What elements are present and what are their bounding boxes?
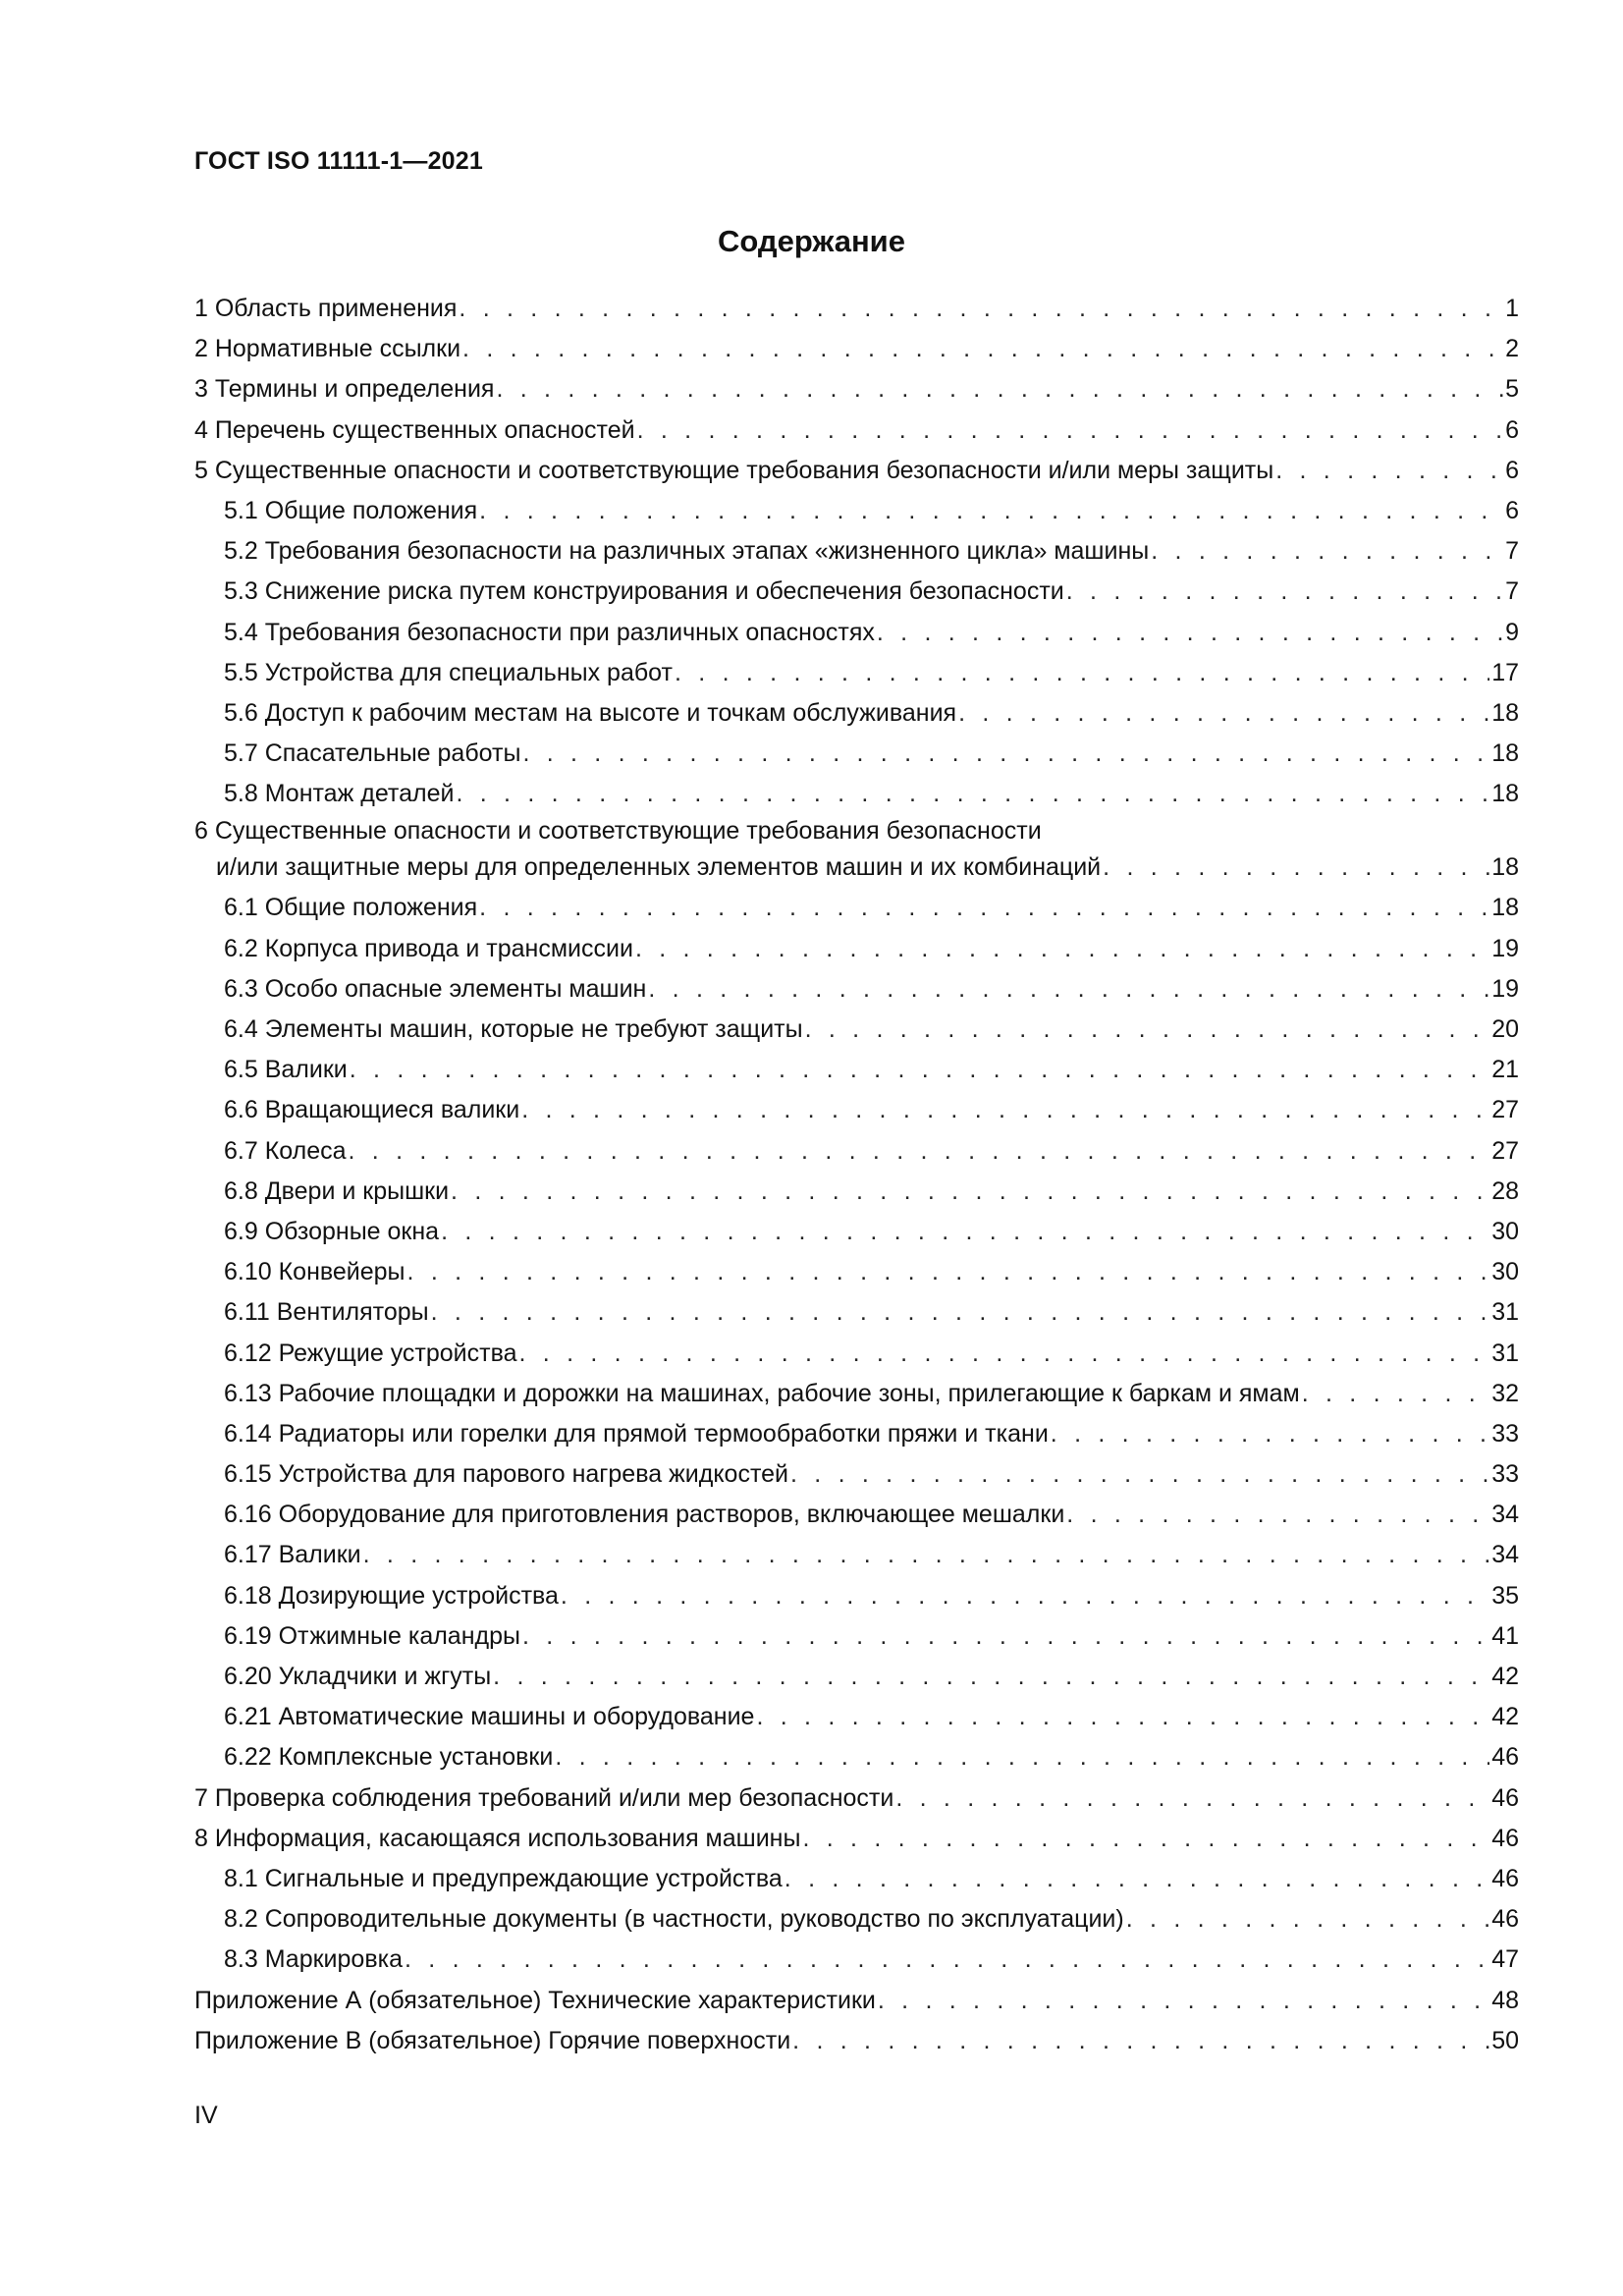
toc-entry[interactable]	[194, 1737, 1519, 1777]
toc-entry[interactable]	[194, 1819, 1519, 1859]
dot-leader	[479, 888, 1489, 928]
toc-entry-page: 6	[1505, 456, 1519, 484]
dot-leader	[878, 1981, 1489, 2021]
toc-entry-label: 6.14 Радиаторы или горелки для прямой термообработки пряжи и ткани	[224, 1419, 1049, 1448]
toc-entry[interactable]	[194, 572, 1519, 612]
dot-leader	[1275, 451, 1503, 491]
toc-entry-page: 17	[1491, 658, 1519, 686]
toc-entry-page: 5	[1505, 375, 1519, 404]
toc-entry-label: 8 Информация, касающаяся использования машины	[194, 1824, 801, 1852]
dot-leader	[792, 2021, 1489, 2061]
dot-leader	[1302, 1374, 1489, 1414]
toc-entry-page: 34	[1491, 1501, 1519, 1529]
toc-entry[interactable]	[194, 1535, 1519, 1575]
toc-entry-page: 31	[1491, 1339, 1519, 1367]
toc-entry-label: 6.8 Двери и крышки	[224, 1176, 450, 1205]
toc-entry-page: 42	[1491, 1703, 1519, 1731]
toc-entry-label: 1 Область применения	[194, 295, 458, 322]
toc-entry-page: 33	[1491, 1419, 1519, 1448]
dot-leader	[405, 1940, 1489, 1980]
dot-leader	[958, 693, 1489, 734]
toc-entry-label: 6.6 Вращающиеся валики	[224, 1096, 520, 1124]
dot-leader	[479, 491, 1503, 531]
toc-entry-page: 42	[1491, 1663, 1519, 1690]
toc-entry-page: 41	[1491, 1621, 1519, 1650]
toc-entry-label: 6.22 Комплексные установки	[224, 1743, 554, 1772]
dot-leader	[1051, 1414, 1489, 1454]
toc-entry-page: 19	[1491, 934, 1519, 962]
dot-leader	[635, 929, 1489, 969]
toc-entry-label: 6.9 Обзорные окна	[224, 1217, 440, 1245]
toc-entry-label: 8.3 Маркировка	[224, 1945, 403, 1974]
toc-entry[interactable]	[194, 1090, 1519, 1130]
toc-entry[interactable]	[194, 1292, 1519, 1333]
toc-entry[interactable]	[194, 1859, 1519, 1899]
toc-entry-page: 7	[1505, 537, 1519, 566]
dot-leader	[1103, 847, 1489, 888]
toc-entry[interactable]	[194, 1414, 1519, 1454]
toc-entry[interactable]	[194, 1657, 1519, 1697]
toc-entry-page: 18	[1491, 780, 1519, 808]
toc-entry[interactable]	[194, 774, 1519, 814]
toc-entry-label: 3 Термины и определения	[194, 375, 495, 404]
toc-entry[interactable]	[194, 1212, 1519, 1252]
toc-entry[interactable]	[194, 369, 1519, 410]
toc-entry-label: 6.15 Устройства для парового нагрева жидкостей	[224, 1460, 788, 1489]
toc-entry-label: Приложение В (обязательное) Горячие поверхности	[194, 2026, 791, 2054]
toc-entry-label: 6.12 Режущие устройства	[224, 1339, 517, 1367]
toc-entry[interactable]	[194, 1252, 1519, 1292]
toc-entry-page: 18	[1491, 739, 1519, 768]
toc-entry-page: 2	[1505, 335, 1519, 363]
toc-entry-label: 6.10 Конвейеры	[224, 1258, 406, 1286]
toc-entry-label: 6.5 Валики	[224, 1056, 348, 1084]
toc-entry-label: 7 Проверка соблюдения требований и/или мер безопасности	[194, 1783, 894, 1812]
dot-leader	[555, 1737, 1489, 1777]
toc-entry[interactable]	[194, 1172, 1519, 1212]
toc-entry-label: 5.1 Общие положения	[224, 496, 478, 524]
toc-entry-label: 6.17 Валики	[224, 1541, 361, 1569]
dot-leader	[561, 1576, 1489, 1616]
toc-entry[interactable]	[194, 653, 1519, 693]
toc-entry-label: 6.18 Дозирующие устройства	[224, 1581, 559, 1610]
dot-leader	[493, 1657, 1489, 1697]
dot-leader	[895, 1778, 1489, 1819]
toc-entry-page: 46	[1491, 1783, 1519, 1812]
toc-entry-page: 21	[1491, 1056, 1519, 1084]
toc-entry[interactable]	[194, 329, 1519, 369]
toc-entry[interactable]	[194, 969, 1519, 1010]
toc-entry[interactable]	[194, 1454, 1519, 1495]
dot-leader	[1126, 1899, 1489, 1940]
toc-entry-page: 47	[1491, 1945, 1519, 1974]
toc-entry-label: 8.2 Сопроводительные документы (в частности, руководство по эксплуатации)	[224, 1905, 1124, 1934]
dot-leader	[790, 1454, 1489, 1495]
toc-entry-page: 19	[1491, 974, 1519, 1003]
toc-entry-page: 27	[1491, 1136, 1519, 1165]
toc-entry-page: 27	[1491, 1096, 1519, 1124]
toc-entry-page: 28	[1491, 1176, 1519, 1205]
dot-leader	[784, 1859, 1489, 1899]
dot-leader	[1066, 572, 1503, 612]
toc-entry[interactable]	[194, 531, 1519, 572]
dot-leader	[456, 774, 1489, 814]
toc-entry-label: 5.4 Требования безопасности при различных опасностях	[224, 618, 875, 646]
dot-leader	[451, 1172, 1489, 1212]
toc-entry-label: 6.20 Укладчики и жгуты	[224, 1663, 492, 1690]
dot-leader	[459, 289, 1503, 329]
toc-entry[interactable]	[194, 613, 1519, 653]
dot-leader	[349, 1131, 1490, 1172]
toc-entry-label: 8.1 Сигнальные и предупреждающие устройства	[224, 1864, 783, 1892]
dot-leader	[637, 410, 1504, 451]
document-id: ГОСТ ISO 11111-1—2021	[194, 147, 483, 175]
toc-entry[interactable]	[194, 1010, 1519, 1050]
toc-entry[interactable]	[194, 451, 1519, 491]
toc-entry-page: 20	[1491, 1015, 1519, 1043]
toc-entry[interactable]	[194, 1131, 1519, 1172]
toc-entry-page: 6	[1505, 415, 1519, 444]
toc-entry[interactable]	[194, 1334, 1519, 1374]
toc-entry-label: 5.8 Монтаж деталей	[224, 780, 455, 808]
toc-entry[interactable]	[194, 410, 1519, 451]
toc-entry-label: 6.11 Вентиляторы	[224, 1298, 429, 1327]
toc-entry-label: 6.19 Отжимные каландры	[224, 1621, 520, 1650]
dot-leader	[522, 734, 1489, 774]
dot-leader	[431, 1292, 1490, 1333]
toc-entry-page: 46	[1491, 1824, 1519, 1852]
toc-entry-page: 48	[1491, 1986, 1519, 2014]
toc-entry-page: 1	[1505, 295, 1519, 322]
toc-entry-label: Приложение А (обязательное) Технические характеристики	[194, 1986, 876, 2014]
toc-entry-page: 46	[1491, 1905, 1519, 1934]
toc-entry-label: 6.21 Автоматические машины и оборудование	[224, 1703, 755, 1731]
toc-entry-label: 5.7 Спасательные работы	[224, 739, 521, 768]
dot-leader	[519, 1334, 1490, 1374]
toc-entry-page: 46	[1491, 1743, 1519, 1772]
table-of-contents	[194, 289, 1519, 2061]
toc-entry-page: 33	[1491, 1460, 1519, 1489]
toc-entry-page: 34	[1491, 1541, 1519, 1569]
toc-entry-label: 5.2 Требования безопасности на различных этапах «жизненного цикла» машины	[224, 537, 1150, 566]
page-folio: IV	[194, 2102, 218, 2129]
toc-entry-page: 30	[1491, 1258, 1519, 1286]
toc-entry-label: 6.4 Элементы машин, которые не требуют защиты	[224, 1015, 803, 1043]
toc-entry-label: 6.13 Рабочие площадки и дорожки на машинах, рабочие зоны, прилегающие к баркам и ямам	[224, 1379, 1300, 1407]
toc-entry-label: 6 Существенные опасности и соответствующие требования безопасности	[194, 817, 1042, 846]
toc-entry[interactable]	[194, 1899, 1519, 1940]
toc-entry[interactable]	[194, 1374, 1519, 1414]
toc-entry-label-continued: и/или защитные меры для определенных элементов машин и их комбинаций	[216, 853, 1102, 882]
dot-leader	[1151, 531, 1503, 572]
toc-entry[interactable]	[194, 929, 1519, 969]
dot-leader	[350, 1050, 1489, 1090]
dot-leader	[462, 329, 1503, 369]
dot-leader	[805, 1010, 1490, 1050]
toc-entry-label: 5.6 Доступ к рабочим местам на высоте и точкам обслуживания	[224, 698, 957, 727]
toc-entry-page: 50	[1491, 2026, 1519, 2054]
dot-leader	[521, 1090, 1489, 1130]
toc-entry-page: 32	[1491, 1379, 1519, 1407]
toc-entry-label: 6.3 Особо опасные элементы машин	[224, 974, 647, 1003]
toc-entry[interactable]	[194, 1616, 1519, 1657]
toc-entry-label: 5 Существенные опасности и соответствующие требования безопасности и/или меры защиты	[194, 456, 1274, 484]
toc-entry[interactable]	[194, 1495, 1519, 1535]
toc-entry-label: 6.7 Колеса	[224, 1136, 347, 1165]
toc-entry[interactable]	[194, 289, 1519, 329]
dot-leader	[1066, 1495, 1489, 1535]
toc-entry[interactable]	[194, 1940, 1519, 1980]
toc-entry-page: 35	[1491, 1581, 1519, 1610]
toc-entry[interactable]	[194, 1778, 1519, 1819]
dot-leader	[407, 1252, 1490, 1292]
toc-entry[interactable]	[194, 1981, 1519, 2021]
toc-entry-label: 6.16 Оборудование для приготовления растворов, включающее мешалки	[224, 1501, 1065, 1529]
toc-entry-page: 30	[1491, 1217, 1519, 1245]
toc-entry-page: 18	[1491, 894, 1519, 922]
dot-leader	[675, 653, 1489, 693]
toc-entry-label: 5.3 Снижение риска путем конструирования и обеспечения безопасности	[224, 577, 1064, 606]
toc-entry[interactable]	[194, 1576, 1519, 1616]
toc-entry[interactable]	[194, 491, 1519, 531]
toc-entry[interactable]	[194, 693, 1519, 734]
dot-leader	[441, 1212, 1489, 1252]
dot-leader	[522, 1616, 1489, 1657]
toc-entry-page: 18	[1491, 853, 1519, 882]
toc-entry-label: 2 Нормативные ссылки	[194, 335, 461, 363]
dot-leader	[756, 1697, 1489, 1737]
toc-entry-page: 46	[1491, 1864, 1519, 1892]
toc-entry-page: 18	[1491, 698, 1519, 727]
toc-entry-page: 9	[1505, 618, 1519, 646]
toc-entry-page: 6	[1505, 496, 1519, 524]
toc-entry[interactable]	[194, 1697, 1519, 1737]
toc-entry[interactable]	[194, 888, 1519, 928]
toc-entry-label: 6.2 Корпуса привода и трансмиссии	[224, 934, 633, 962]
toc-entry-label: 5.5 Устройства для специальных работ	[224, 658, 673, 686]
toc-entry-label: 4 Перечень существенных опасностей	[194, 415, 635, 444]
toc-entry[interactable]	[194, 2021, 1519, 2061]
dot-leader	[363, 1535, 1490, 1575]
dot-leader	[877, 613, 1503, 653]
dot-leader	[802, 1819, 1489, 1859]
toc-title: Содержание	[718, 224, 905, 258]
toc-entry-label: 6.1 Общие положения	[224, 894, 478, 922]
dot-leader	[496, 369, 1503, 410]
toc-entry[interactable]	[194, 1050, 1519, 1090]
toc-entry-page: 7	[1505, 577, 1519, 606]
toc-entry[interactable]	[194, 734, 1519, 774]
dot-leader	[648, 969, 1489, 1010]
toc-entry-page: 31	[1491, 1298, 1519, 1327]
toc-entry[interactable]	[194, 814, 1519, 888]
